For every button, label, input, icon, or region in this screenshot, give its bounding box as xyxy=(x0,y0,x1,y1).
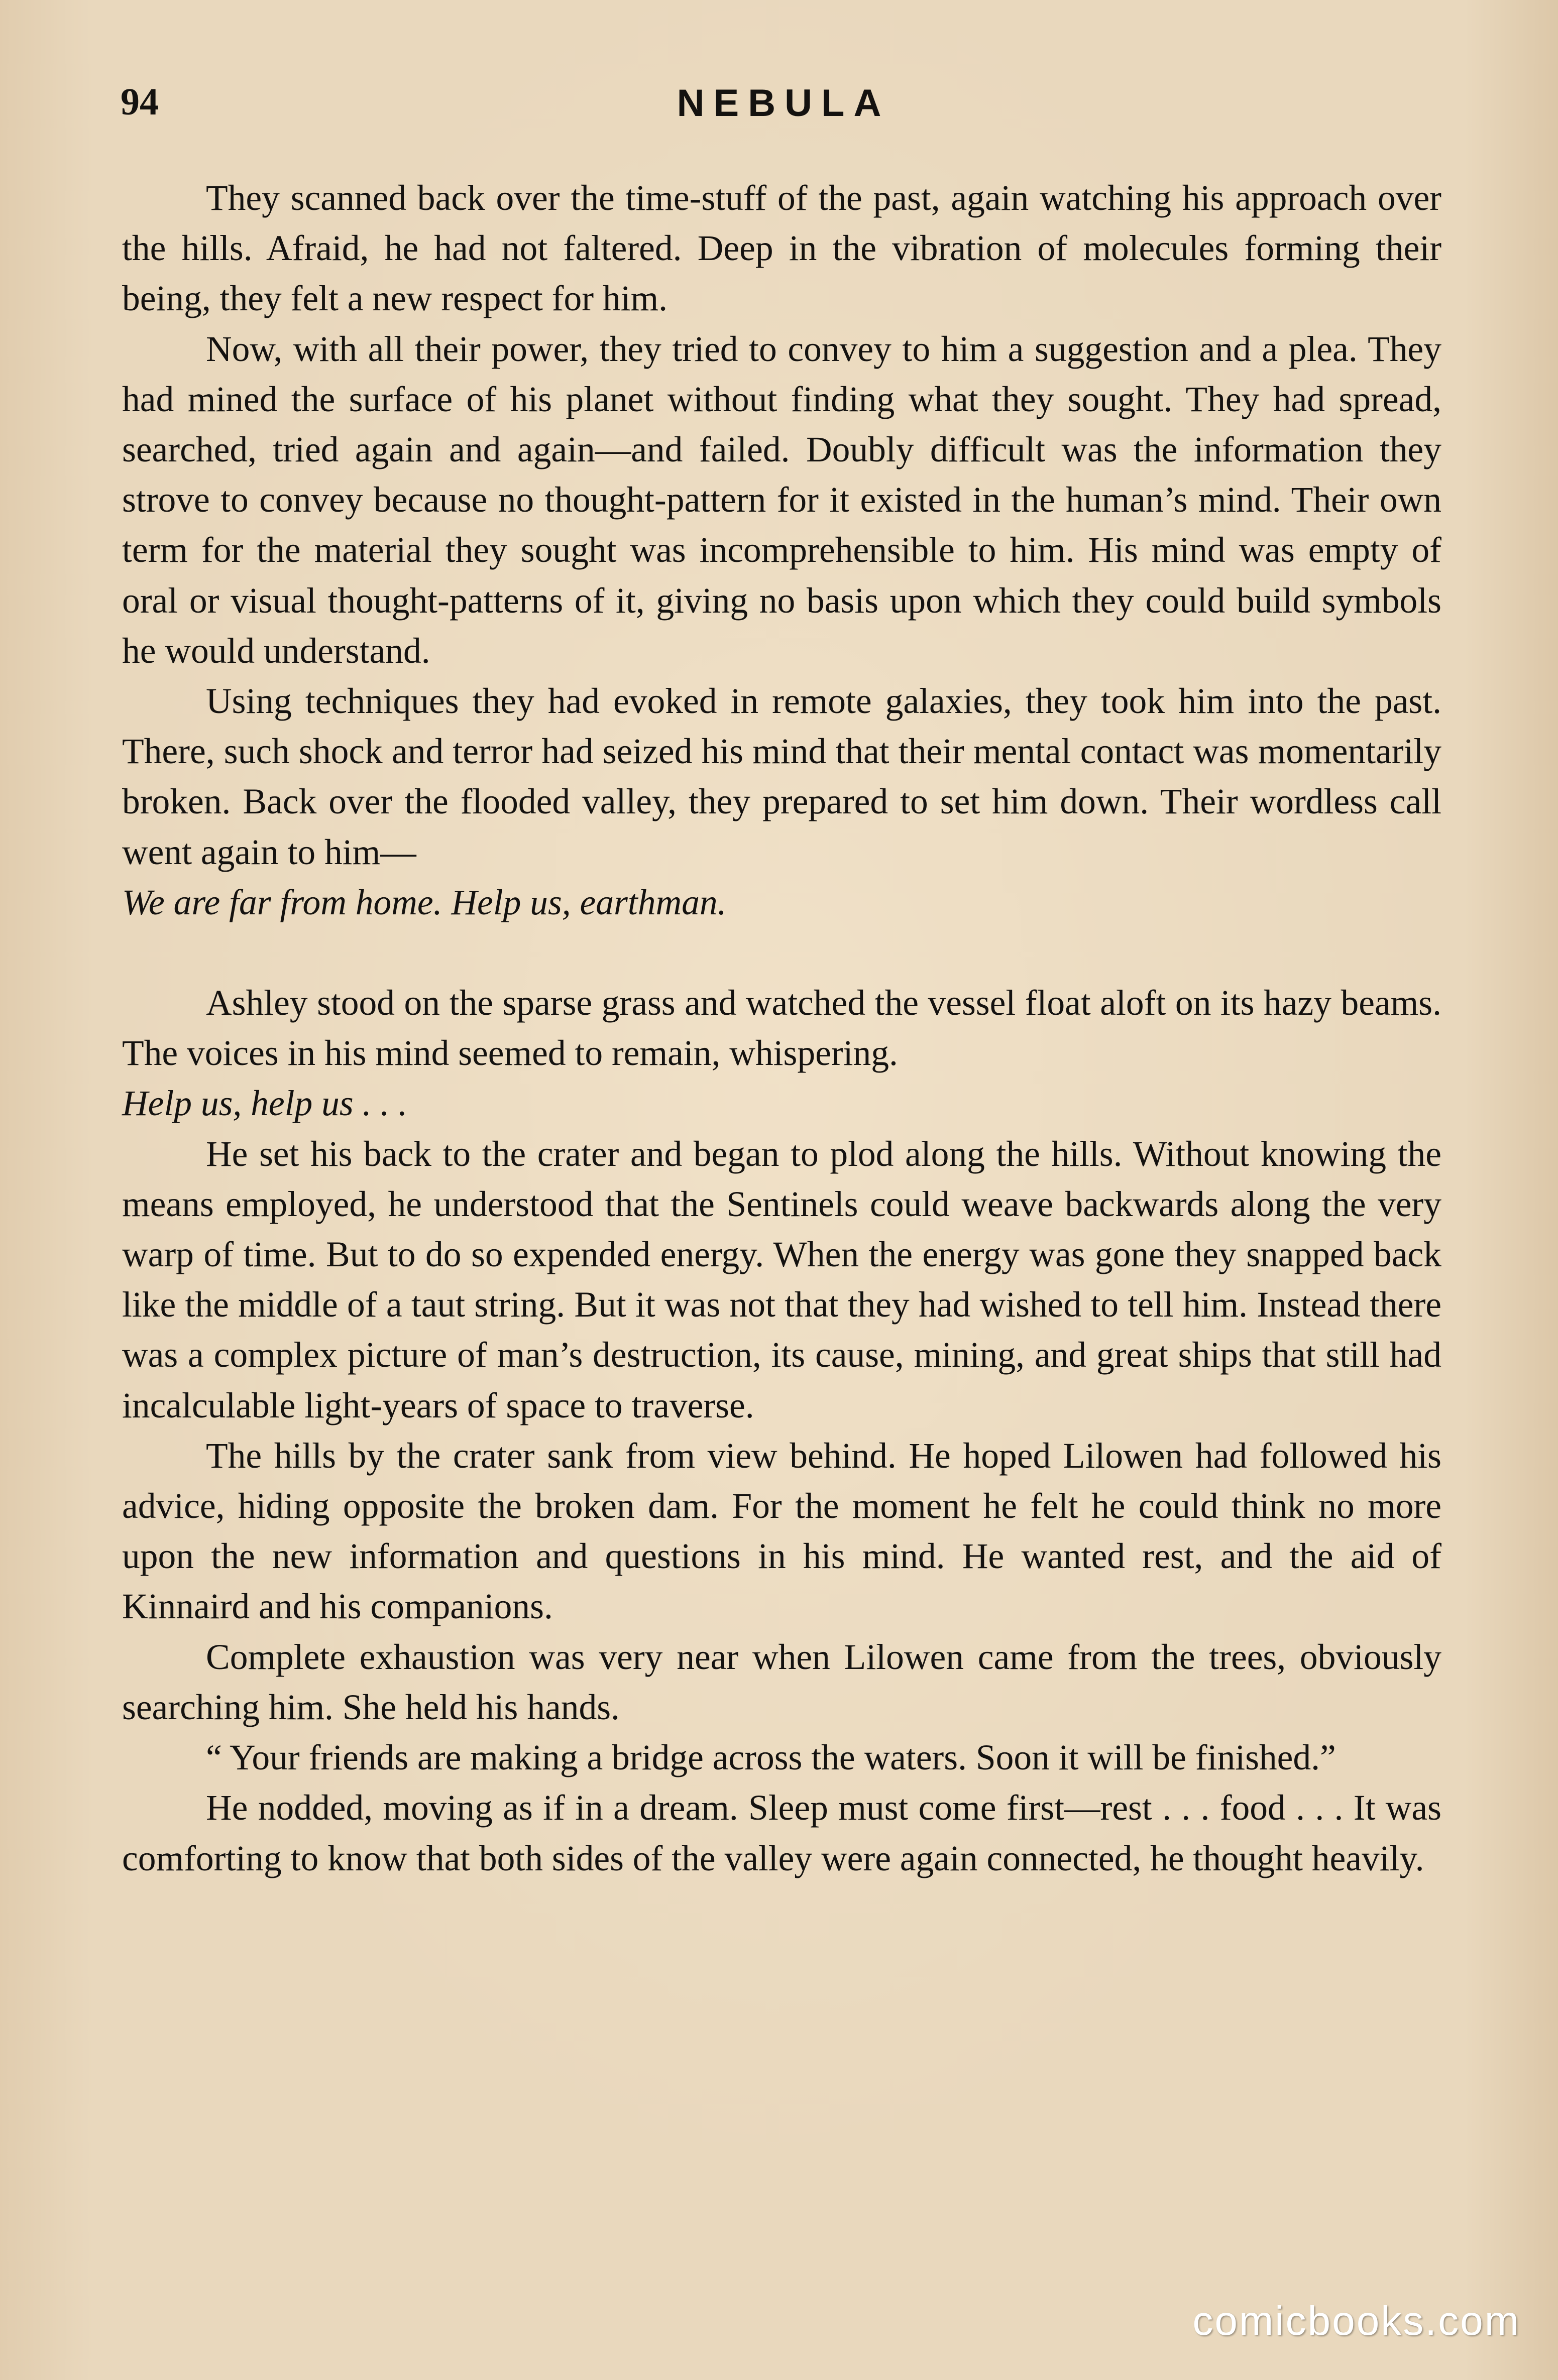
paragraph-4-text: Ashley stood on the sparse grass and watched the vessel float aloft on its hazy beams. The voices in his mind seemed to remain, whispering. xyxy=(122,983,1441,1074)
paragraph-8: “ Your friends are making a bridge across the waters. Soon it will be finished.” xyxy=(206,1738,1336,1778)
paragraph-3-text: Using techniques they had evoked in remote galaxies, they took him into the past. There, such shock and terror had seized his mind that their mental contact was momentarily broken. Back over the flooded valley, they prepared to set him down. Their wordless call went again to him— xyxy=(122,681,1441,872)
paragraph-3-italic: We are far from home. Help us, earthman. xyxy=(122,882,727,922)
body-text xyxy=(122,173,1441,1884)
paragraph-7: Complete exhaustion was very near when Lilowen came from the trees, obviously searching him. She held his hands. xyxy=(122,1637,1441,1727)
running-title: NEBULA xyxy=(677,82,891,125)
watermark: comicbooks.com xyxy=(1192,2298,1520,2344)
page-number: 94 xyxy=(121,81,159,123)
page-header xyxy=(121,80,1446,136)
paragraph-1: They scanned back over the time-stuff of the past, again watching his approach over the hills. Afraid, he had not faltered. Deep in the vibration of molecules forming their being, they felt a new respect for him. xyxy=(122,178,1441,319)
paragraph-2: Now, with all their power, they tried to convey to him a suggestion and a plea. They had mined the surface of his planet without finding what they sought. They had spread, searched, tried again and again—and failed. Doubly difficult was the information they strove to convey because no thought-pattern for it existed in the human’s mind. Their own term for the material they sought was incomprehensible to him. His mind was empty of oral or visual thought-patterns of it, giving no basis upon which they could build symbols he would understand. xyxy=(122,329,1441,671)
paragraph-5: He set his back to the crater and began to plod along the hills. Without knowing the means employed, he understood that the Sentinels could weave backwards along the very warp of time. But to do so expended energy. When the energy was gone they snapped back like the middle of a taut string. But it was not that they had wished to tell him. Instead there was a complex picture of man’s destruction, its cause, mining, and great ships that still had incalculable light-years of space to traverse. xyxy=(122,1134,1441,1425)
paragraph-6: The hills by the crater sank from view behind. He hoped Lilowen had followed his advice, hiding opposite the broken dam. For the moment he felt he could think no more upon the new information and questions in his mind. He wanted rest, and the aid of Kinnaird and his companions. xyxy=(122,1436,1441,1627)
paragraph-9: He nodded, moving as if in a dream. Sleep must come first—rest . . . food . . . It was comforting to know that both sides of the valley were again connected, he thought heavily. xyxy=(122,1788,1441,1878)
paragraph-3 xyxy=(122,676,1441,928)
paragraph-4 xyxy=(122,978,1441,1129)
paragraph-4-italic: Help us, help us . . . xyxy=(122,1084,407,1124)
